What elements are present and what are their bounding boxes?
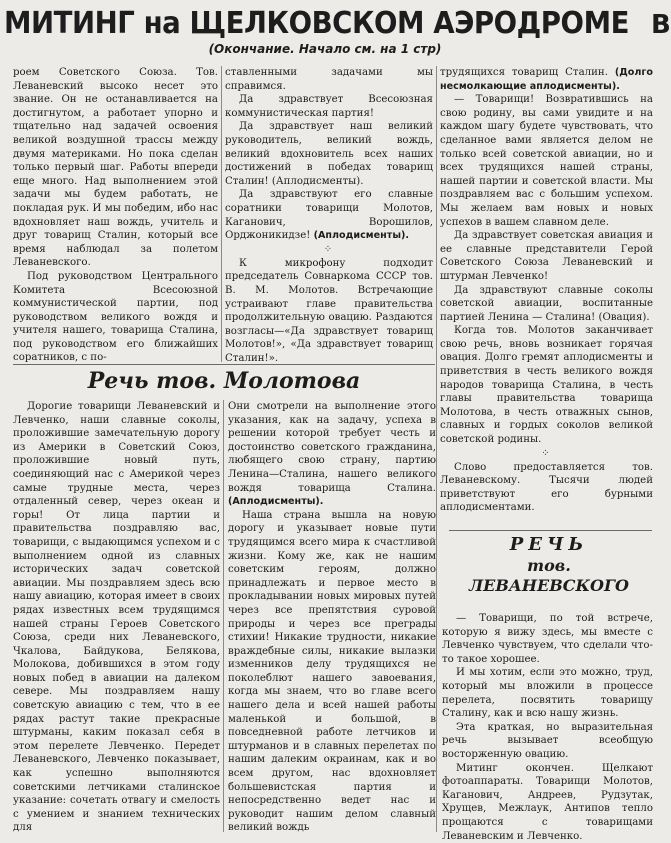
separator-dots: ⁘ [541,447,552,459]
paragraph: ставленными задачами мы справимся. [225,67,433,92]
paragraph-text: Да здравствуют его славные соратники товарищи Молотов, Каганович, Ворошилов, Орджоникидзе! [225,189,433,242]
article-column-2 [225,66,433,362]
paragraph: — Товарищи! Возвратившись на свою родину, вы сами увидите и на каждом шагу будете чувствовать, что сделанное вами является делом не только всей советской авиации, но и всех трудящихся нашей страны, нашей партии и советской власти. Мы поздравляем вас с большим успехом. Мы желаем вам новых и новых успехов в вашем славном деле. [440,94,653,228]
speech-title-line1: РЕЧЬ [509,534,589,555]
subhead: (Окончание. Начало см. на 1 стр) [208,42,442,56]
paragraph: Митинг окончен. Щелкают фотоаппараты. Товарищи Молотов, Каганович, Андреев, Рудзутак, Хрущев, Межлаук, Антипов тепло прощаются с товарищами Леваневским и Левченко. [442,762,653,842]
speech-title-molotov: Речь тов. Молотова [87,368,361,394]
paragraph: И мы хотим, если это можно, труд, который мы вложили в процессе перелета, посвятить товарищу Сталину, как и всю нашу жизнь. [442,667,653,720]
speech-title-levanevsky [449,534,649,608]
speech-title-line2: тов. ЛЕВАНЕВСКОГО [469,556,629,595]
article-column-1 [13,66,218,362]
paragraph [225,188,433,242]
applause-note: (Аплодисменты). [228,496,324,508]
section-rule [449,530,652,531]
paragraph-text: Они смотрели на выполнение этого указания, как на задачу, успеха в решении которой требует честь и достоинство советского гражданина, любящего свою страну, партию Ленина—Сталина, нашего великого вождя товарища Сталина. [228,401,436,494]
speech-column-2 [228,400,436,834]
section-rule [13,364,435,365]
article-column-3 [440,66,653,514]
paragraph: Эта краткая, но выразительная речь вызывает всеобщую восторженную овацию. [442,721,653,760]
headline: МИТИНГ на ЩЕЛКОВСКОМ АЭРОДРОМЕ [4,6,629,41]
speech-column-3 [442,612,653,842]
column-rule [223,400,224,832]
paragraph: Наша страна вышла на новую дорогу и указывает новые пути трудящимся всего мира к счастливой жизни. Кому же, как не нашим советским героям, должно принадлежать и первое место в прокладывании новых мировых путей через все препятствия суровой природы и через все преграды стихии! Никакие трудности, никакие враждебные силы, никакие вылазки изменников делу трудящихся не поколеблют нашего завоевания, когда мы знаем, что во главе всего нашего дела и всей нашей работы маленькой и большой, в повседневной работе летчиков и штурманов и в славных перелетах по нашим далеким окраинам, как и во всем другом, нас вдохновляет большевистская партия и непосредственно ведет нас и руководит нашим делом славный великий вождь [228,509,436,834]
paragraph: Да здравствует наш великий руководитель, великий вождь, великий вдохновитель всех наших достижений в победах товарищ Сталин! (Аплодисменты). [225,121,433,187]
paragraph: Слово предоставляется тов. Леваневскому. Тысячи людей приветствуют его бурными аплодисментами. [440,461,653,514]
separator-dots: ⁘ [323,243,335,255]
speech-column-1 [13,400,220,834]
paragraph: роем Советского Союза. Тов. Леваневский высоко несет это звание. Он не останавливается на достигнутом, а работает упорно и тщательно над задачей освоения великой воздушной трассы между двумя материками. Но пока сделан только первый шаг. Работы впереди еще много. Над выполнением этой задачи мы будем работать, не покладая рук. И мы победим, ибо нас вдохновляет наш вождь, учитель и друг товарищ Сталин, который все время наблюдал за полетом Леваневского. [13,67,218,269]
applause-note: (Аплодисменты). [313,230,410,242]
paragraph: — Товарищи, по той встрече, которую я вижу здесь, мы вместе с Левченко чувствуем, что сделали что-то такое хорошее. [442,613,653,665]
paragraph: Под руководством Центрального Комитета Всесоюзной коммунистической партии, под руководством великого вождя и учителя нашего, товарища Сталина, под руководством его ближайших соратников, с по- [13,270,218,364]
paragraph: Да здравствует советская авиация и ее славные представители Герой Советского Союза Леваневский и штурман Левченко! [440,230,653,282]
paragraph-text: трудящихся товарищ Сталин. [440,67,608,78]
paragraph [228,400,436,509]
paragraph [440,66,653,93]
applause-note: (Долго несмолкающие аплодисменты). [440,67,653,92]
paragraph: К микрофону подходит председатель Совнаркома СССР тов. В. М. Молотов. Встречающие устраивают главе правительства продолжительную овацию. Раздаются возгласы—«Да здравствует товарищ Молотов!», «Да здравствует товарищ Сталин!». [225,257,433,364]
paragraph: Да здравствует Всесоюзная коммунистическая партия! [225,94,433,119]
column-rule [436,66,437,832]
paragraph: Да здравствуют славные соколы советской авиации, воспитанные партией Ленина — Сталина! (Овация). [440,284,653,323]
edge-letter: В [651,10,671,40]
paragraph: Когда тов. Молотов заканчивает свою речь, вновь возникает горячая овация. Долго гремят аплодисменты и приветствия в честь великого вождя народов товарища Сталина, в честь главы правительства товарища Молотова, в честь отважных сынов, славных и гордых соколов великой советской родины. [440,325,653,446]
column-rule [221,66,222,362]
paragraph: Дорогие товарищи Леваневский и Левченко, наши славные соколы, проложившие замечательную дорогу из Америки в Советский Союз, проложившие новый путь, соединяющий нас с Америкой через самые трудные места, через отдаленный север, через океан и горы! От лица партии и правительства поздравляю вас, товарищи, с выдающимся успехом и с выполнением одной из славных исторических задач советской авиации. Мы поздравляем здесь всю нашу авиацию, которая имеет в своих рядах известных всем трудящимся нашей страны Героев Советского Союза, среди них Леваневского, Чкалова, Байдукова, Белякова, Молокова, добившихся в этом году новых побед в авиации на далеком севере. Мы поздравляем нашу советскую авиацию с тем, что в ее рядах растут такие прекрасные штурманы, каким показал себя в этом перелете Левченко. Передет Леваневского, Левченко показывает, как успешно выполняются советскими летчиками сталинское указание: сочетать отвагу и смелость с умением и знанием технических для [13,401,220,834]
